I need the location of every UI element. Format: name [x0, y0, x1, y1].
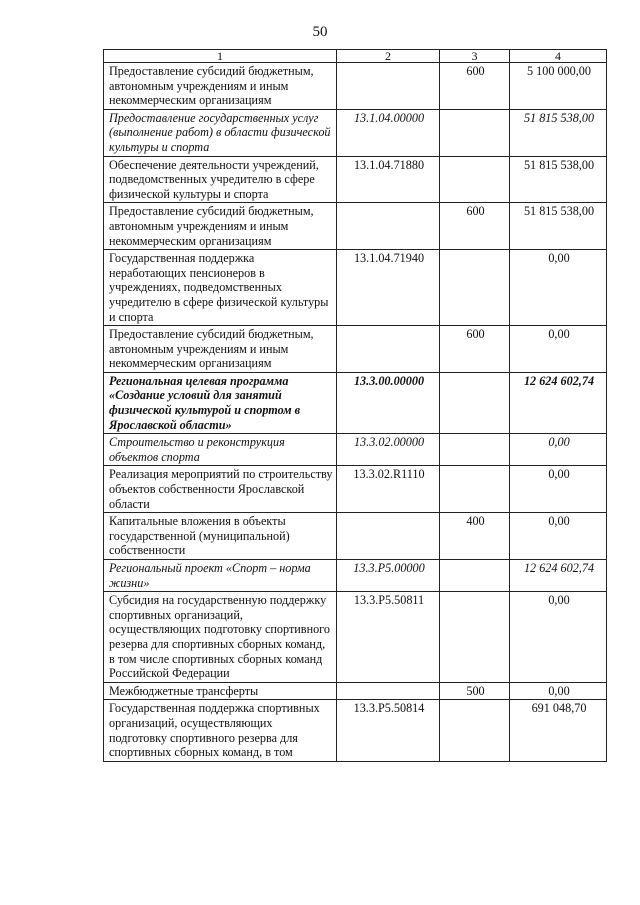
item-name-cell: Реализация мероприятий по строительству объектов собственности Ярославской области [104, 466, 337, 513]
expense-type-cell [440, 434, 510, 466]
target-code-cell [337, 63, 440, 110]
table-row [104, 63, 607, 110]
amount-cell: 691 048,70 [510, 700, 607, 761]
amount-cell: 12 624 602,74 [510, 372, 607, 433]
expense-type-cell [440, 560, 510, 592]
table-row [104, 434, 607, 466]
table-row [104, 682, 607, 700]
header-cell: 4 [510, 50, 607, 63]
expense-type-cell [440, 372, 510, 433]
item-name-cell: Обеспечение деятельности учреждений, подведомственных учредителю в сфере физической культуры и спорта [104, 156, 337, 203]
table-row [104, 109, 607, 156]
amount-cell: 0,00 [510, 466, 607, 513]
header-cell: 3 [440, 50, 510, 63]
expense-type-cell: 500 [440, 682, 510, 700]
item-name-cell: Межбюджетные трансферты [104, 682, 337, 700]
item-name-cell: Капитальные вложения в объекты государственной (муниципальной) собственности [104, 513, 337, 560]
target-code-cell: 13.1.04.71940 [337, 250, 440, 326]
target-code-cell [337, 682, 440, 700]
target-code-cell: 13.3.00.00000 [337, 372, 440, 433]
item-name-cell: Государственная поддержка спортивных организаций, осуществляющих подготовку спортивного резерва для спортивных сборных команд, в том [104, 700, 337, 761]
table-row [104, 203, 607, 250]
amount-cell: 51 815 538,00 [510, 156, 607, 203]
budget-table [103, 49, 607, 762]
item-name-cell: Предоставление субсидий бюджетным, автономным учреждениям и иным некоммерческим организациям [104, 203, 337, 250]
table-row [104, 156, 607, 203]
item-name-cell: Предоставление государственных услуг (выполнение работ) в области физической культуры и спорта [104, 109, 337, 156]
expense-type-cell: 600 [440, 203, 510, 250]
expense-type-cell: 600 [440, 63, 510, 110]
item-name-cell: Региональный проект «Спорт – норма жизни» [104, 560, 337, 592]
table-header-row [104, 50, 607, 63]
amount-cell: 0,00 [510, 250, 607, 326]
header-cell: 1 [104, 50, 337, 63]
amount-cell: 0,00 [510, 682, 607, 700]
amount-cell: 0,00 [510, 592, 607, 683]
expense-type-cell: 600 [440, 326, 510, 373]
table-row [104, 250, 607, 326]
table-row [104, 326, 607, 373]
item-name-cell: Предоставление субсидий бюджетным, автономным учреждениям и иным некоммерческим организациям [104, 63, 337, 110]
expense-type-cell [440, 592, 510, 683]
expense-type-cell [440, 250, 510, 326]
target-code-cell: 13.1.04.71880 [337, 156, 440, 203]
expense-type-cell [440, 700, 510, 761]
table-row [104, 592, 607, 683]
item-name-cell: Предоставление субсидий бюджетным, автономным учреждениям и иным некоммерческим организациям [104, 326, 337, 373]
target-code-cell: 13.3.P5.50814 [337, 700, 440, 761]
target-code-cell: 13.1.04.00000 [337, 109, 440, 156]
target-code-cell [337, 513, 440, 560]
amount-cell: 0,00 [510, 513, 607, 560]
item-name-cell: Строительство и реконструкция объектов спорта [104, 434, 337, 466]
target-code-cell: 13.3.P5.00000 [337, 560, 440, 592]
table-row [104, 372, 607, 433]
expense-type-cell [440, 156, 510, 203]
target-code-cell [337, 326, 440, 373]
target-code-cell: 13.3.02.00000 [337, 434, 440, 466]
expense-type-cell [440, 466, 510, 513]
amount-cell: 12 624 602,74 [510, 560, 607, 592]
target-code-cell [337, 203, 440, 250]
target-code-cell: 13.3.P5.50811 [337, 592, 440, 683]
table-row [104, 466, 607, 513]
header-cell: 2 [337, 50, 440, 63]
table-row [104, 700, 607, 761]
target-code-cell: 13.3.02.R1110 [337, 466, 440, 513]
amount-cell: 5 100 000,00 [510, 63, 607, 110]
item-name-cell: Государственная поддержка неработающих пенсионеров в учреждениях, подведомственных учредителю в сфере физической культуры и спорта [104, 250, 337, 326]
amount-cell: 0,00 [510, 434, 607, 466]
amount-cell: 51 815 538,00 [510, 109, 607, 156]
expense-type-cell [440, 109, 510, 156]
table-row [104, 513, 607, 560]
table-row [104, 560, 607, 592]
page-number: 50 [312, 24, 328, 40]
item-name-cell: Субсидия на государственную поддержку спортивных организаций, осуществляющих подготовку спортивного резерва для спортивных сборных команд, в том числе спортивных сборных команд Российской Федерации [104, 592, 337, 683]
amount-cell: 0,00 [510, 326, 607, 373]
item-name-cell: Региональная целевая программа «Создание условий для занятий физической культурой и спортом в Ярославской области» [104, 372, 337, 433]
amount-cell: 51 815 538,00 [510, 203, 607, 250]
expense-type-cell: 400 [440, 513, 510, 560]
